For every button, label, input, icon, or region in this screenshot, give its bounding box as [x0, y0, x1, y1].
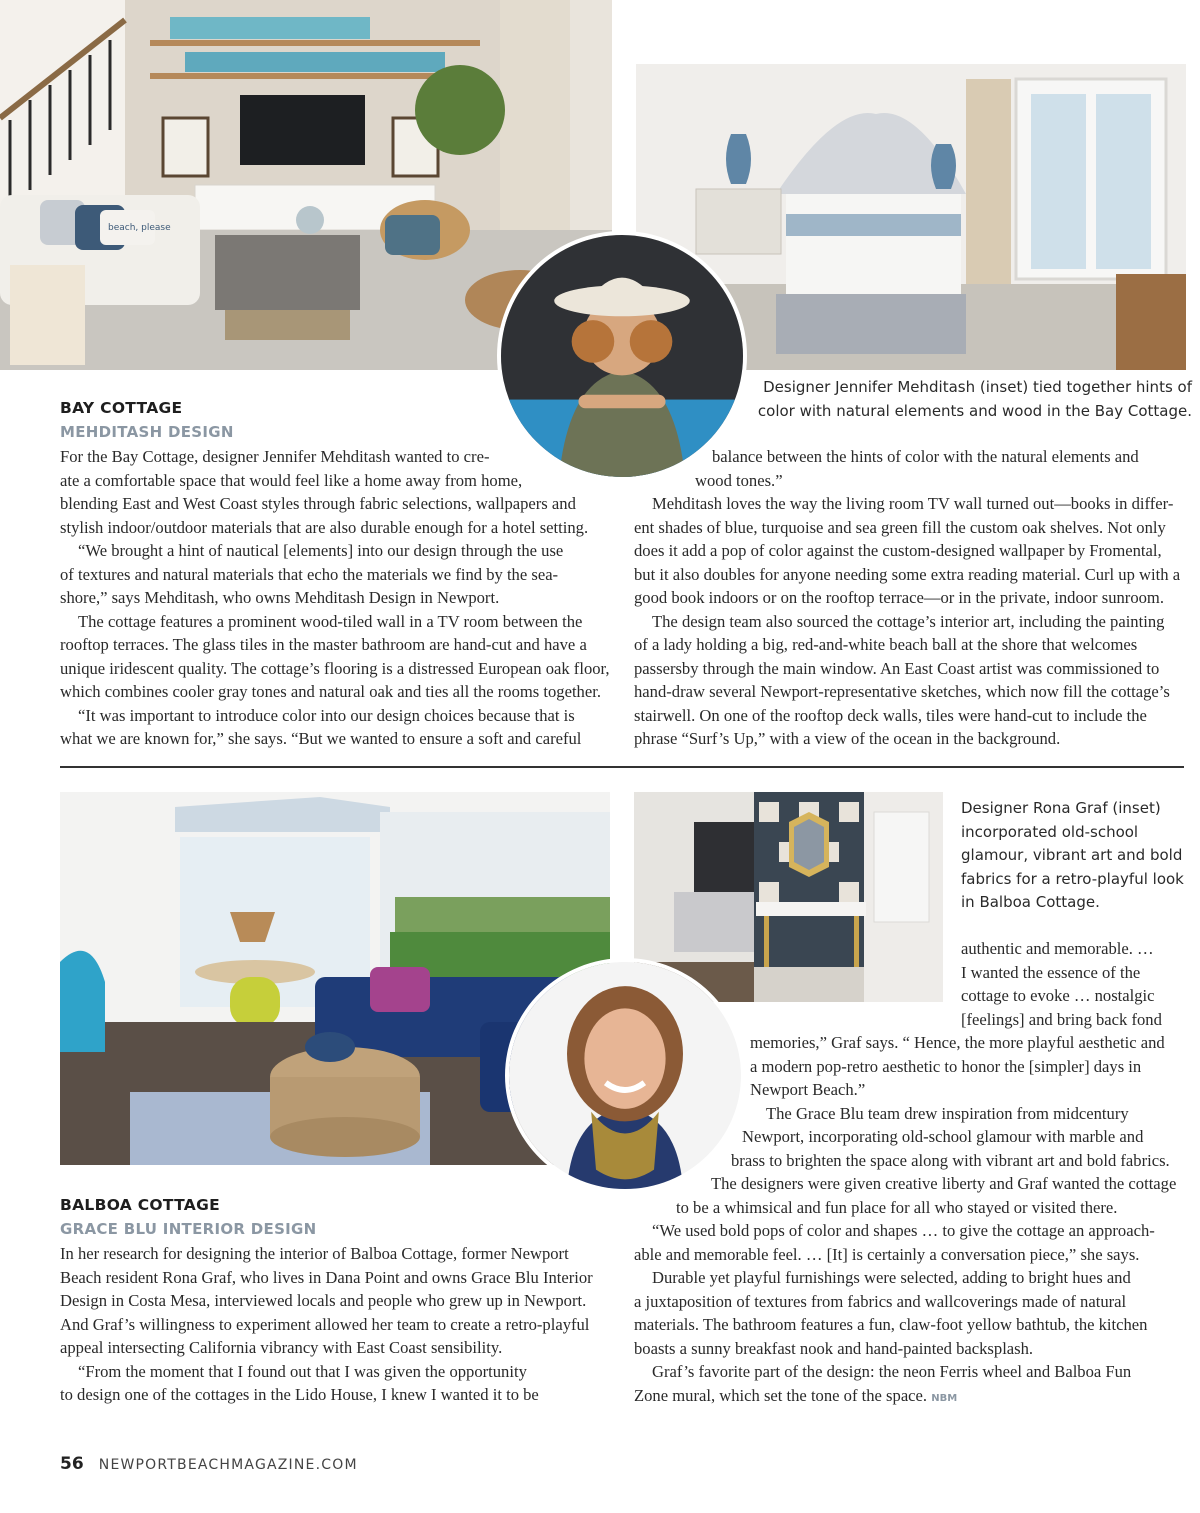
jennifer-mehditash-portrait	[497, 231, 747, 481]
balboa-right-column-mid	[634, 1031, 1194, 1219]
text-line: materials. The bathroom features a fun, claw-foot yellow bathtub, the kitchen	[634, 1315, 1148, 1334]
svg-text:beach, please: beach, please	[108, 223, 171, 233]
text-line: a juxtaposition of textures from fabrics and wallcoverings made of natural	[634, 1291, 1127, 1311]
page-number: 56	[60, 1454, 84, 1474]
text-line: stylish indoor/outdoor materials that are also durable enough for a hotel setting.	[60, 517, 589, 537]
caption-line: incorporated old-school	[961, 822, 1139, 841]
text-line: stairwell. On one of the rooftop deck walls, tiles were hand-cut to include the	[634, 705, 1147, 725]
text-line: brass to brighten the space along with vibrant art and bold fabrics.	[731, 1150, 1170, 1170]
site-url[interactable]: NEWPORTBEACHMAGAZINE.COM	[98, 1457, 358, 1473]
text-line: “We brought a hint of nautical [elements] into our design through the use	[78, 541, 564, 560]
text-line: cottage to evoke … nostalgic	[961, 986, 1155, 1005]
bay-right-column	[634, 445, 1194, 751]
bay-designer-name: MEHDITASH DESIGN	[60, 423, 234, 441]
text-line: “From the moment that I found out that I was given the opportunity	[78, 1361, 527, 1381]
text-line: to design one of the cottages in the Lido House, I knew I wanted it to be	[60, 1385, 539, 1404]
caption-line: glamour, vibrant art and bold	[961, 846, 1183, 864]
text-line: And Graf’s willingness to experiment allowed her team to create a retro-playful	[60, 1314, 590, 1334]
text-line: hand-draw several Newport-representative sketches, which now fill the cottage’s	[634, 682, 1170, 701]
text-line: memories,” Graf says. “ Hence, the more playful aesthetic and	[750, 1033, 1165, 1052]
text-line: phrase “Surf’s Up,” with a view of the ocean in the background.	[634, 729, 1061, 748]
text-line: Design in Costa Mesa, interviewed locals and people who grew up in Newport.	[60, 1291, 587, 1310]
text-line: “We used bold pops of color and shapes … to give the cottage an approach-	[652, 1221, 1155, 1240]
text-line: The cottage features a prominent wood-tiled wall in a TV room between the	[78, 611, 583, 631]
section-divider	[60, 766, 1184, 768]
text-line: what we are known for,” she says. “But we wanted to ensure a soft and careful	[60, 729, 582, 748]
text-line: ent shades of blue, turquoise and sea green fill the custom oak shelves. Not only	[634, 517, 1166, 537]
text-line: Newport, incorporating old-school glamour with marble and	[742, 1127, 1144, 1146]
text-line: to be a whimsical and fun place for all who stayed or visited there.	[676, 1197, 1118, 1217]
text-line: which combines cooler gray tones and natural oak and ties all the rooms together.	[60, 682, 601, 701]
balboa-photo-caption	[961, 797, 1196, 915]
text-line: does it add a pop of color against the custom-designed wallpaper by Fromental,	[634, 541, 1162, 560]
text-line: authentic and memorable. …	[961, 939, 1154, 958]
balboa-cottage-title: BALBOA COTTAGE	[60, 1196, 221, 1214]
text-line: passersby through the main window. An East Coast artist was commissioned to	[634, 658, 1160, 678]
text-line: a modern pop-retro aesthetic to honor the [simpler] days in	[750, 1056, 1142, 1076]
end-mark: NBM	[931, 1392, 958, 1404]
text-line: of textures and natural materials that echo the materials we find by the sea-	[60, 564, 559, 584]
text-line: Newport Beach.”	[750, 1080, 866, 1099]
text-line: unique iridescent quality. The cottage’s flooring is a distressed European oak floor,	[60, 658, 610, 678]
bay-cottage-title: BAY COTTAGE	[60, 399, 183, 417]
text-line: blending East and West Coast styles through fabric selections, wallpapers and	[60, 494, 576, 513]
text-line: appeal intersecting California vibrancy with East Coast sensibility.	[60, 1338, 503, 1357]
text-line: I wanted the essence of the	[961, 962, 1141, 982]
text-line: ate a comfortable space that would feel like a home away from home,	[60, 470, 523, 490]
text-line: but it also doubles for anyone needing some extra reading material. Curl up with a	[634, 564, 1181, 584]
text-line: Beach resident Rona Graf, who lives in Dana Point and owns Grace Blu Interior	[60, 1267, 593, 1287]
text-line: “It was important to introduce color into our design choices because that is	[78, 705, 575, 725]
bay-photo-caption	[730, 376, 1192, 423]
text-line: shore,” says Mehditash, who owns Mehditash Design in Newport.	[60, 588, 500, 607]
text-line-last: Zone mural, which set the tone of the space.	[634, 1385, 928, 1405]
caption-line: fabrics for a retro-playful look	[961, 869, 1184, 888]
text-line: boasts a sunny breakfast nook and hand-painted backsplash.	[634, 1338, 1034, 1358]
text-line: wood tones.”	[695, 470, 783, 490]
caption-line: Designer Rona Graf (inset)	[961, 799, 1161, 817]
text-line: The designers were given creative liberty and Graf wanted the cottage	[711, 1174, 1177, 1193]
text-line: Graf’s favorite part of the design: the neon Ferris wheel and Balboa Fun	[652, 1362, 1132, 1381]
text-line: balance between the hints of color with the natural elements and	[712, 447, 1139, 466]
balboa-right-column-top	[961, 937, 1191, 1031]
text-line: For the Bay Cottage, designer Jennifer Mehditash wanted to cre-	[60, 447, 490, 466]
page-footer	[60, 1454, 358, 1474]
text-line	[634, 1384, 1194, 1411]
text-line: rooftop terraces. The glass tiles in the master bathroom are hand-cut and have a	[60, 635, 587, 654]
text-line: able and memorable feel. … [It] is certainly a conversation piece,” she says.	[634, 1244, 1140, 1264]
balboa-left-column	[60, 1242, 620, 1407]
balboa-designer-name: GRACE BLU INTERIOR DESIGN	[60, 1220, 317, 1238]
text-line: The design team also sourced the cottage’s interior art, including the painting	[652, 611, 1165, 631]
bay-left-column	[60, 445, 620, 751]
text-line: of a lady holding a big, red-and-white beach ball at the shore that welcomes	[634, 635, 1138, 654]
balboa-right-column-bottom	[634, 1219, 1194, 1410]
text-line: Mehditash loves the way the living room TV wall turned out—books in differ-	[652, 494, 1174, 513]
text-line: The Grace Blu team drew inspiration from midcentury	[766, 1103, 1129, 1123]
text-line: good book indoors or on the rooftop terrace—or in the private, indoor sunroom.	[634, 588, 1164, 607]
text-line: [feelings] and bring back fond	[961, 1009, 1162, 1029]
caption-line: in Balboa Cottage.	[961, 893, 1100, 911]
text-line: Durable yet playful furnishings were selected, adding to bright hues and	[652, 1268, 1131, 1287]
bay-caption-text: Designer Jennifer Mehditash (inset) tied together hints of color with natural elements and wood in the Bay Cottage.	[757, 378, 1192, 420]
text-line: In her research for designing the interior of Balboa Cottage, former Newport	[60, 1244, 569, 1263]
